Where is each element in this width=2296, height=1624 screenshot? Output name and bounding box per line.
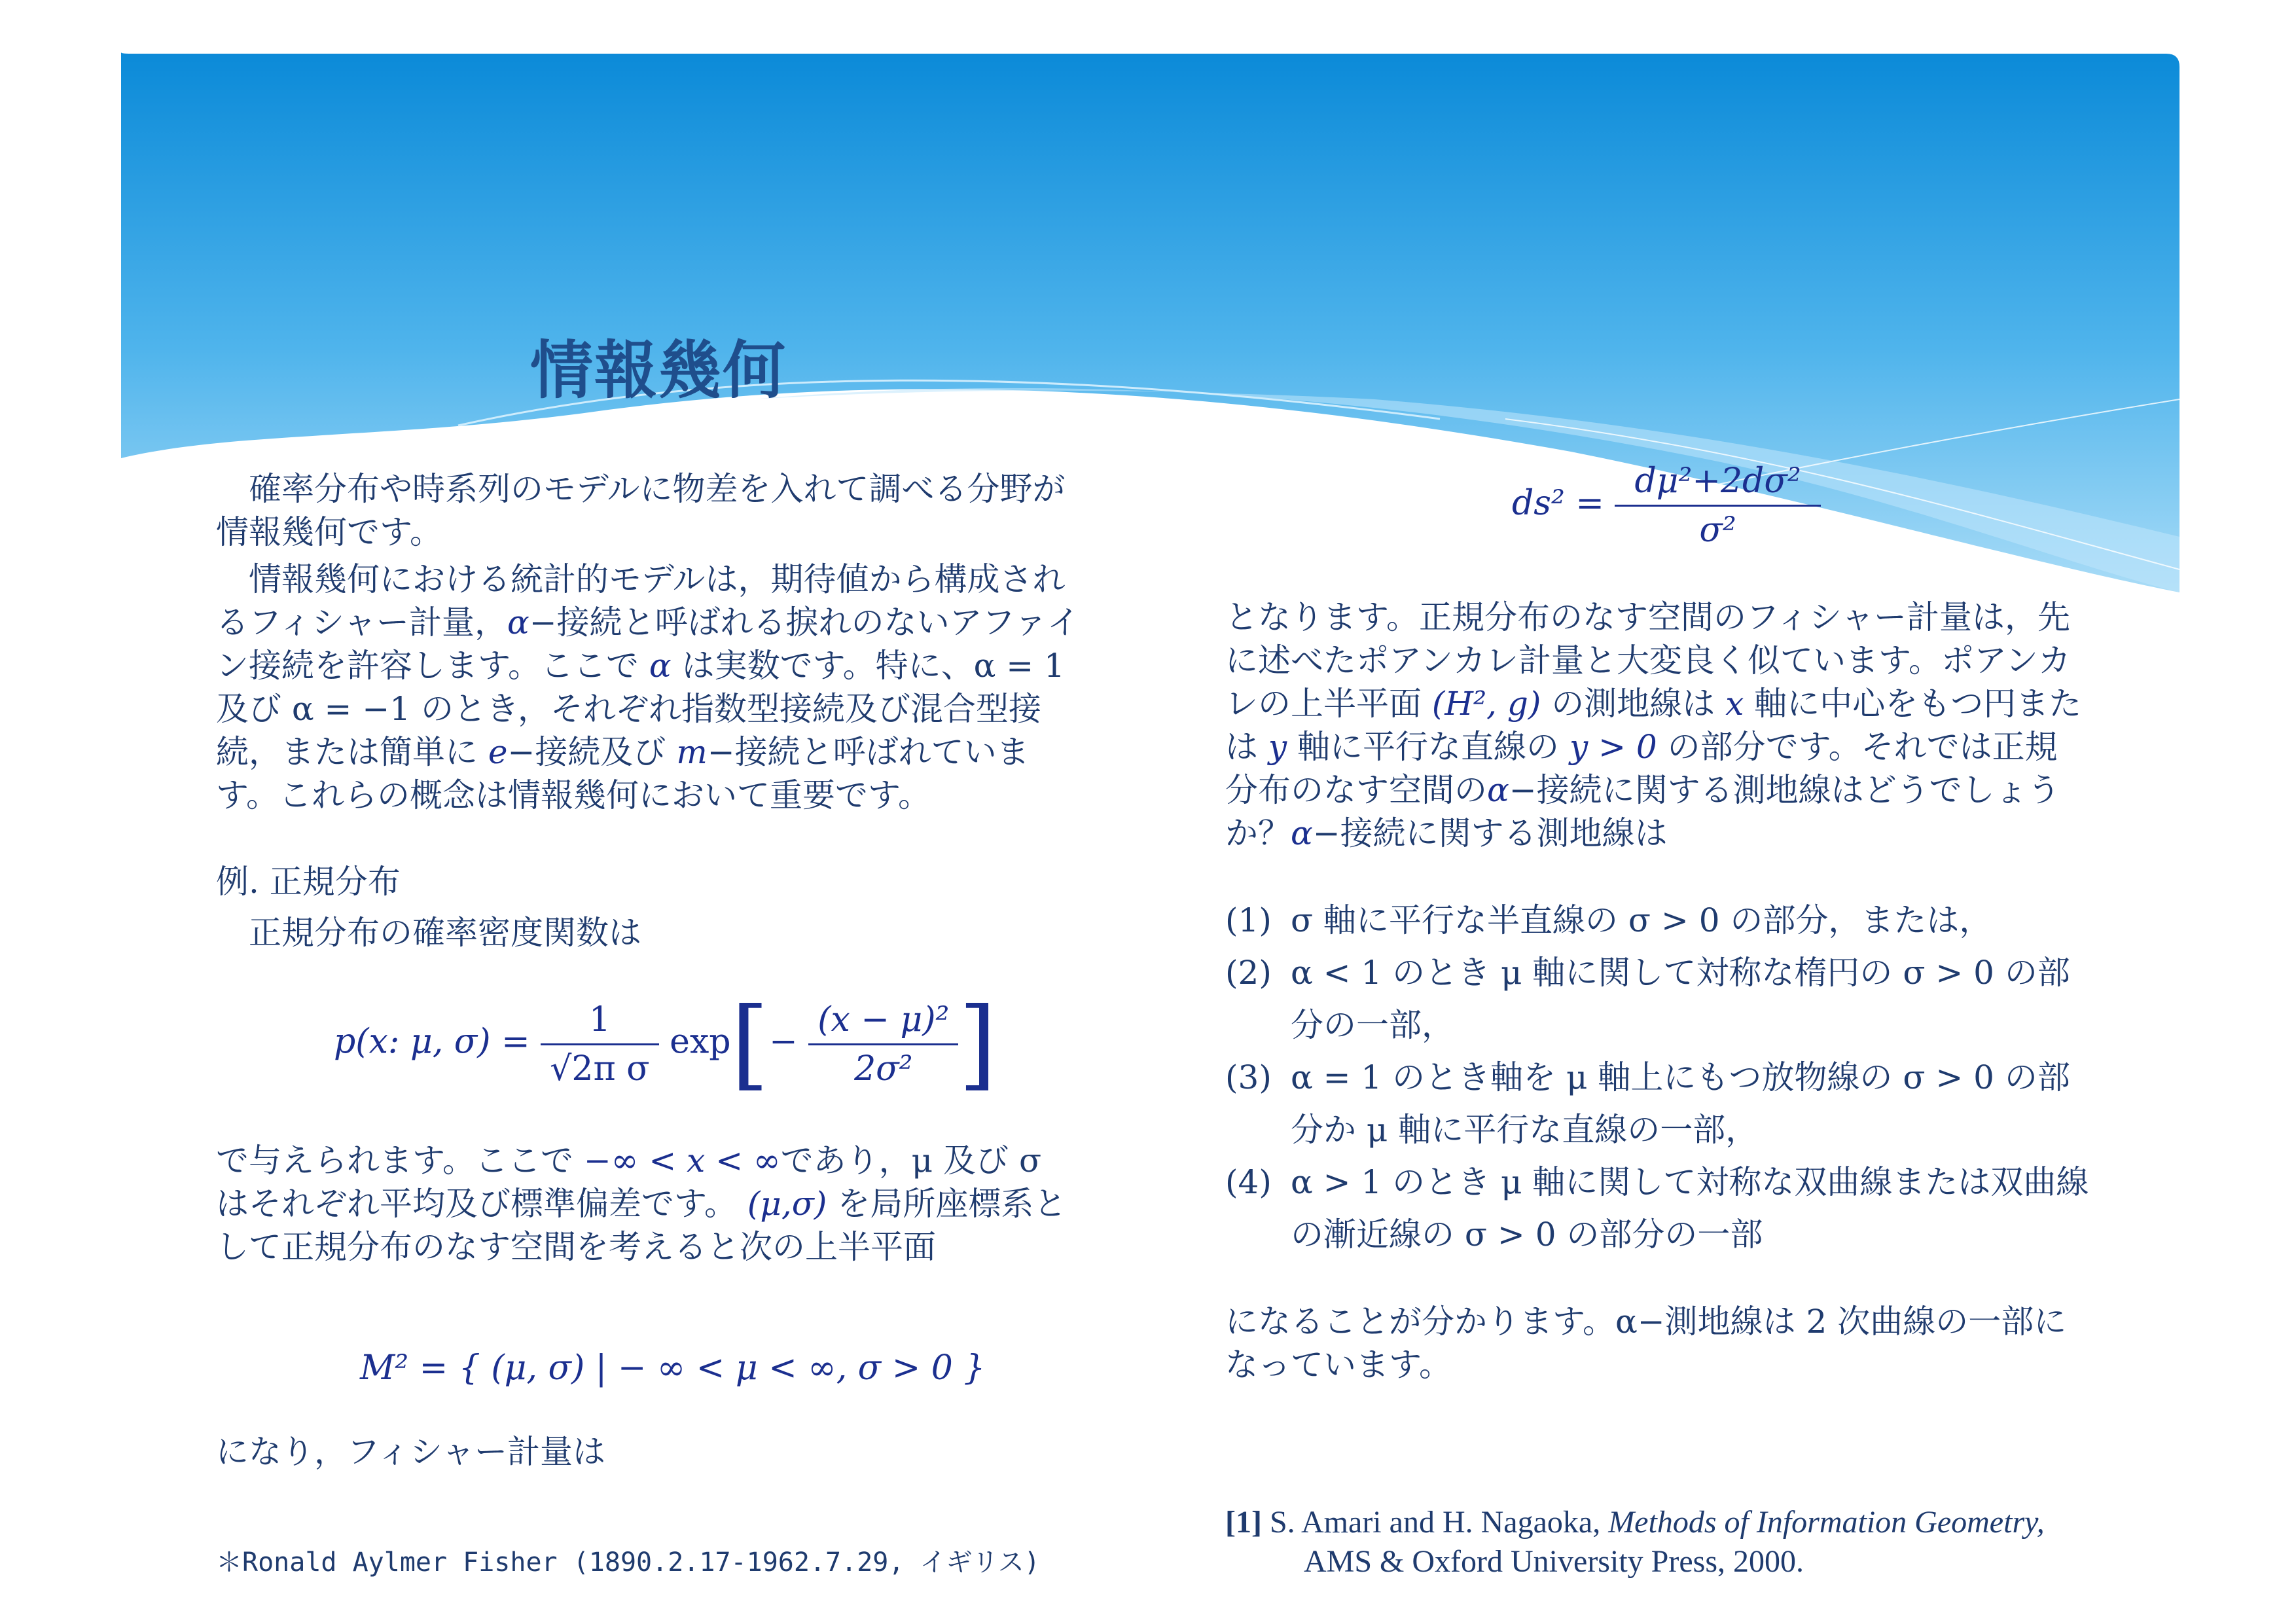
left-bracket: [ <box>730 987 770 1101</box>
pdf-formula: p(x: μ, σ) = $\frac{1}{\text{√2π σ}}$ exp[− $\frac{\text{(x − μ)²}}{\text{2σ²}}$ ] <box>334 987 997 1101</box>
right-bracket: ] <box>958 987 997 1101</box>
upper-half-plane-formula: M² = { (μ, σ) | − ∞ < μ < ∞, σ > 0 } <box>360 1348 986 1388</box>
intro-paragraph: 確率分布や時系列のモデルに物差を入れて調べる分野が情報幾何です。 <box>216 470 1066 551</box>
left-column-lower <box>216 1139 1080 1269</box>
fisher-metric-intro: になり，フィシャー計量は <box>216 1433 605 1471</box>
exponent-fraction: $\frac{\text{(x − μ)²}}{\text{2σ²}}$ <box>808 1000 958 1089</box>
list-item: (3) α = 1 のとき軸を μ 軸上にもつ放物線の σ > 0 の部分か μ 軸に平行な直線の一部， <box>1225 1058 2070 1149</box>
geodesic-list <box>1225 894 2089 1261</box>
page-title: 情報幾何 <box>530 334 787 407</box>
fisher-metric-formula: ds² = $\frac{\text{dμ²+2dσ²}}{\text{σ²}}$ <box>1512 461 1821 550</box>
left-column <box>216 467 1080 954</box>
footnote: ＊Ronald Aylmer Fisher (1890.2.17-1962.7.29, イギリス) <box>216 1547 1040 1578</box>
metric-fraction: $\frac{\text{dμ²+2dσ²}}{\text{σ²}}$ <box>1615 461 1820 550</box>
geodesic-paragraph: となります。正規分布のなす空間のフィシャー計量は，先に述べたポアンカレ計量と大変良く似ています。ポアンカレの上半平面 (H², g) の測地線は x 軸に中心をもつ円または y 軸に平行な直線の y > 0 の部分です。それでは正規分布のなす空間のα−接続に関する測地線はどうでしょうか？α−接続に関する測地線は <box>1225 598 2082 852</box>
right-column <box>1225 596 2089 1386</box>
reference: [1] S. Amari and H. Nagaoka, Methods of Information Geometry, AMS & Oxford University Press, 2000. <box>1225 1505 2045 1579</box>
conclusion-paragraph: になることが分かります。α−測地線は 2 次曲線の一部になっています。 <box>1225 1303 2067 1384</box>
list-item: (1) σ 軸に平行な半直線の σ > 0 の部分，または， <box>1225 901 1992 939</box>
list-item: (4) α > 1 のとき μ 軸に関して対称な双曲線または双曲線の漸近線の σ > 0 の部分の一部 <box>1225 1163 2089 1254</box>
reference-number: [1] <box>1225 1505 1262 1540</box>
pdf-intro: 正規分布の確率密度関数は <box>249 914 641 952</box>
pdf-fraction: $\frac{1}{\text{√2π σ}}$ <box>541 1000 658 1089</box>
alpha-connection-paragraph: 情報幾何における統計的モデルは，期待値から構成されるフィシャー計量，α−接続と呼ばれる捩れのないアファイン接続を許容します。ここで α は実数です。特に、α = 1 及び α = −1 のとき，それぞれ指数型接続及び混合型接続，または簡単に e−接続及び m−接続と呼ばれています。これらの概念は情報幾何において重要です。 <box>216 560 1080 814</box>
example-heading: 例. 正規分布 <box>216 863 401 901</box>
list-item: (2) α < 1 のとき μ 軸に関して対称な楕円の σ > 0 の部分の一部， <box>1225 954 2070 1044</box>
parameters-paragraph: で与えられます。ここで −∞ < x < ∞であり，μ 及び σ はそれぞれ平均及び標準偏差です。 (μ,σ) を局所座標系として正規分布のなす空間を考えると次の上半平面 <box>216 1142 1067 1266</box>
